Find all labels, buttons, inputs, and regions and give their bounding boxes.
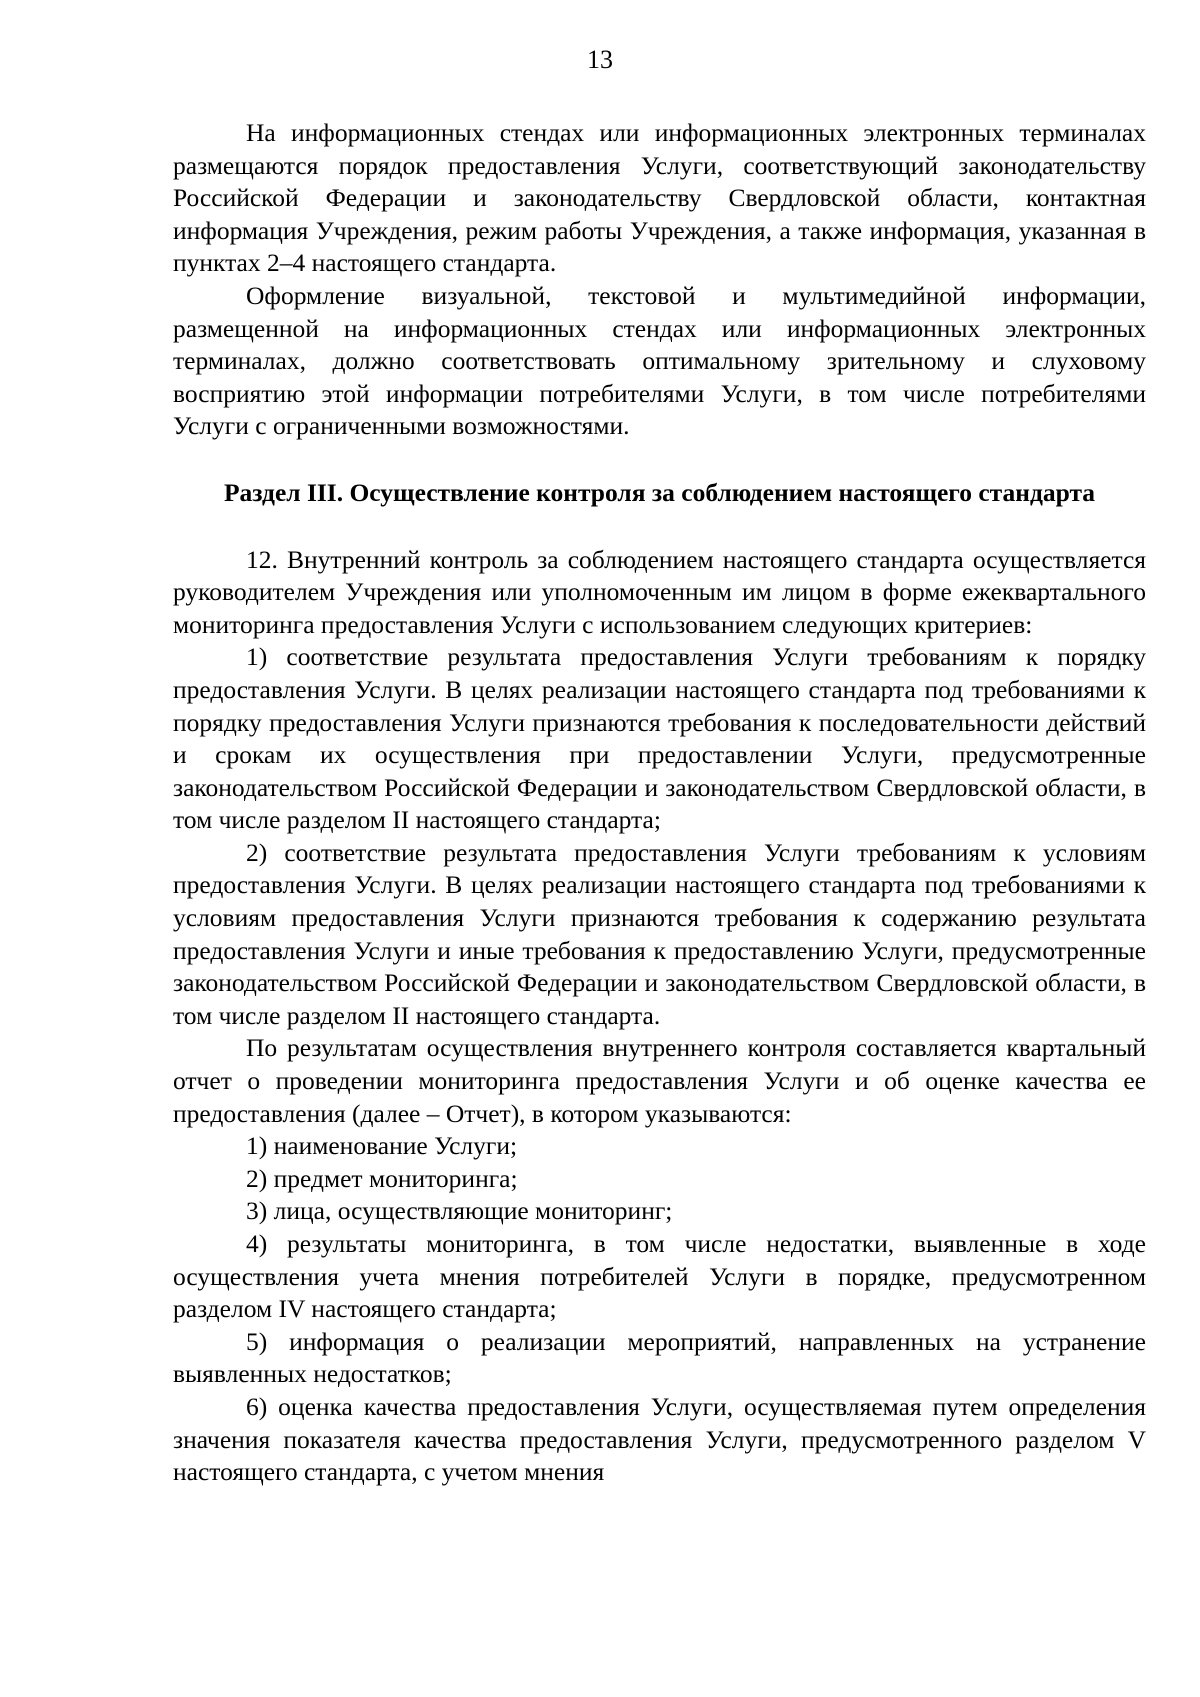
section-heading: Раздел III. Осуществление контроля за соблюдением настоящего стандарта (223, 477, 1096, 507)
list-item: 1) наименование Услуги; (246, 1131, 518, 1161)
paragraph: 12. Внутренний контроль за соблюдением настоящего стандарта осуществляется руководителем Учреждения или уполномоченным им лицом в форме ежеквартального мониторинга предоставления Услуги с использованием следующих критериев: (173, 544, 1146, 639)
paragraph: Оформление визуальной, текстовой и мультимедийной информации, размещенной на информационных стендах или информационных электронных терминалах, должно соответствовать оптимальному зрительному и слуховому восприятию этой информации потребителями Услуги, в том числе потребителями Услуги с ограниченными возможностями. (173, 280, 1146, 441)
list-item: 4) результаты мониторинга, в том числе недостатки, выявленные в ходе осуществления учета мнения потребителей Услуги в порядке, предусмотренном разделом IV настоящего стандарта; (173, 1229, 1146, 1324)
list-item: 2) предмет мониторинга; (246, 1163, 518, 1193)
paragraph: По результатам осуществления внутреннего контроля составляется квартальный отчет о проведении мониторинга предоставления Услуги и об оценке качества ее предоставления (далее – Отчет), в котором указываются: (173, 1033, 1146, 1128)
list-item: 1) соответствие результата предоставления Услуги требованиям к порядку предоставления Услуги. В целях реализации настоящего стандарта под требованиями к порядку предоставления Услуги признаются требования к последовательности действий и срокам их осуществления при предоставлении Услуги, предусмотренные законодательством Российской Федерации и законодательством Свердловской области, в том числе разделом II настоящего стандарта; (173, 642, 1146, 835)
document-body (173, 117, 1146, 1489)
list-item: 2) соответствие результата предоставления Услуги требованиям к условиям предоставления Услуги. В целях реализации настоящего стандарта под требованиями к условиям предоставления Услуги признаются требования к содержанию результата предоставления Услуги и иные требования к предоставлению Услуги, предусмотренные законодательством Российской Федерации и законодательством Свердловской области, в том числе разделом II настоящего стандарта. (173, 837, 1146, 1030)
list-item: 5) информация о реализации мероприятий, направленных на устранение выявленных недостатков; (173, 1326, 1146, 1389)
list-item: 3) лица, осуществляющие мониторинг; (246, 1196, 673, 1226)
paragraph: На информационных стендах или информационных электронных терминалах размещаются порядок предоставления Услуги, соответствующий законодательству Российской Федерации и законодательству Свердловской области, контактная информация Учреждения, режим работы Учреждения, а также информация, указанная в пунктах 2–4 настоящего стандарта. (173, 118, 1146, 278)
page-number: 13 (587, 45, 613, 74)
list-item: 6) оценка качества предоставления Услуги, осуществляемая путем определения значения показателя качества предоставления Услуги, предусмотренного разделом V настоящего стандарта, с учетом мнения (173, 1391, 1146, 1487)
